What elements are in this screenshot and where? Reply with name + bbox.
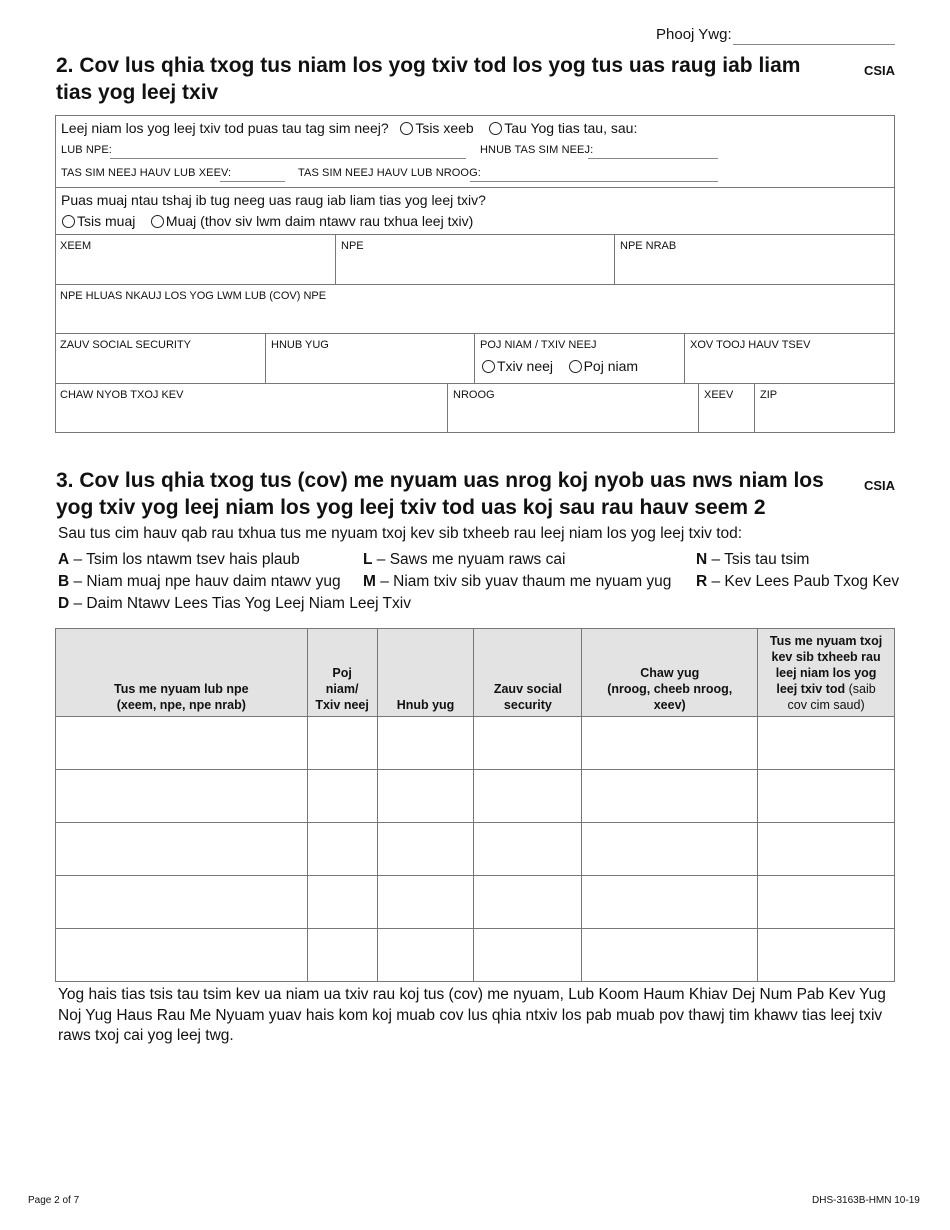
code-r: R – Kev Lees Paub Txog Kev (696, 573, 900, 590)
dob-field[interactable] (265, 333, 475, 383)
col-dob: Hnub yug (377, 629, 474, 717)
sex-options (482, 358, 638, 374)
dob-label: HNUB YUG (271, 339, 329, 351)
section-3-intro: Sau tus cim hauv qab rau txhua tus me nyuam txoj kev sib txheeb rau leej niam los yog leej txiv tod: (58, 525, 743, 542)
middle-name-label: NPE NRAB (620, 240, 677, 252)
table-cell[interactable] (377, 823, 474, 876)
table-cell[interactable] (307, 823, 377, 876)
page-number-field[interactable] (733, 44, 895, 45)
deceased-name-field[interactable] (110, 158, 466, 159)
table-cell[interactable] (582, 770, 758, 823)
sex-label: POJ NIAM / TXIV NEEJ (480, 339, 597, 351)
table-cell[interactable] (307, 770, 377, 823)
table-cell[interactable] (56, 929, 308, 982)
multiple-fathers-yes-label: Muaj (thov siv lwm daim ntawv rau txhua leej txiv) (165, 213, 474, 229)
csia-badge: CSIA (864, 478, 896, 493)
table-row (56, 823, 895, 876)
deceased-no-label: Tsis xeeb (415, 120, 474, 136)
table-cell[interactable] (56, 717, 308, 770)
last-name-label: XEEM (60, 240, 92, 252)
home-phone-label: XOV TOOJ HAUV TSEV (690, 339, 811, 351)
death-city-label: TAS SIM NEEJ HAUV LUB NROOG: (298, 167, 481, 179)
home-phone-field[interactable] (684, 333, 896, 383)
code-b: B – Niam muaj npe hauv daim ntawv yug (58, 573, 341, 590)
table-cell[interactable] (307, 929, 377, 982)
deceased-question (61, 120, 637, 136)
death-city-field[interactable] (470, 181, 718, 182)
ssn-field[interactable] (55, 333, 265, 383)
middle-name-field[interactable] (614, 234, 896, 284)
street-address-field[interactable] (55, 383, 447, 433)
section-2-title-line1: 2. Cov lus qhia txog tus niam los yog txiv tod los yog tus uas raug iab liam (56, 54, 801, 77)
sex-male-radio[interactable] (482, 360, 495, 373)
deceased-yes-radio[interactable] (489, 122, 502, 135)
footer-form-id: DHS-3163B-HMN 10-19 (812, 1195, 920, 1206)
table-cell[interactable] (56, 770, 308, 823)
section-2-title-line2: tias yog leej txiv (56, 81, 219, 104)
date-of-death-label: HNUB TAS SIM NEEJ: (480, 144, 594, 156)
multiple-fathers-yes-radio[interactable] (151, 215, 164, 228)
page-number-label: Phooj Ywg: (656, 26, 732, 43)
sex-female-label: Poj niam (583, 358, 639, 374)
zip-label: ZIP (760, 389, 778, 401)
multiple-fathers-no-label: Tsis muaj (77, 213, 136, 229)
table-cell[interactable] (758, 717, 895, 770)
street-address-label: CHAW NYOB TXOJ KEV (60, 389, 184, 401)
table-cell[interactable] (758, 876, 895, 929)
table-cell[interactable] (377, 770, 474, 823)
multiple-fathers-question: Puas muaj ntau tshaj ib tug neeg uas raug iab liam tias yog leej txiv? (61, 192, 486, 208)
section-3-title (56, 467, 856, 521)
code-n: N – Tsis tau tsim (696, 551, 810, 568)
deceased-question-text: Leej niam los yog leej txiv tod puas tau tag sim neej? (61, 120, 389, 136)
table-cell[interactable] (307, 876, 377, 929)
code-d: D – Daim Ntawv Lees Tias Yog Leej Niam Leej Txiv (58, 595, 411, 612)
code-l: L – Saws me nyuam raws cai (363, 551, 566, 568)
date-of-death-field[interactable] (588, 158, 718, 159)
footer-page-number: Page 2 of 7 (28, 1195, 80, 1206)
deceased-no-radio[interactable] (400, 122, 413, 135)
other-names-field[interactable] (55, 284, 895, 333)
table-cell[interactable] (474, 717, 582, 770)
deceased-yes-label: Tau Yog tias tau, sau: (504, 120, 638, 136)
table-row (56, 929, 895, 982)
table-cell[interactable] (582, 717, 758, 770)
ssn-label: ZAUV SOCIAL SECURITY (60, 339, 192, 351)
sex-field (474, 333, 685, 383)
table-cell[interactable] (582, 929, 758, 982)
multiple-fathers-no-radio[interactable] (62, 215, 75, 228)
table-cell[interactable] (377, 876, 474, 929)
section-3-title-line2: yog txiv yog leej niam los yog leej txiv tod uas koj sau rau hauv seem 2 (56, 496, 766, 519)
col-relationship: Tus me nyuam txoj kev sib txheeb rau leej niam los yog leej txiv tod (saib cov cim saud) (758, 629, 895, 717)
name-label: LUB NPE: (61, 144, 112, 156)
table-row (56, 770, 895, 823)
table-cell[interactable] (582, 876, 758, 929)
divider (55, 187, 895, 188)
table-cell[interactable] (758, 929, 895, 982)
paternity-footnote: Yog hais tias tsis tau tsim kev ua niam ua txiv rau koj tus (cov) me nyuam, Lub Koom Haum Khiav Dej Num Pab Kev Yug Noj Yug Haus Rau Me Nyuam yuav hais kom koj muab cov lus qhia ntxiv los pab muab pov thawj tim khawv tias leej txiv raws txoj cai yog leej twg. (58, 986, 886, 1044)
table-cell[interactable] (474, 876, 582, 929)
multiple-fathers-options (62, 213, 473, 229)
table-cell[interactable] (474, 770, 582, 823)
col-child-name: Tus me nyuam lub npe (xeem, npe, npe nrab) (56, 629, 308, 717)
col-ssn: Zauv social security (474, 629, 582, 717)
table-row (56, 717, 895, 770)
table-row (56, 876, 895, 929)
children-table (55, 628, 895, 982)
table-cell[interactable] (56, 876, 308, 929)
state-field[interactable] (698, 383, 755, 433)
table-cell[interactable] (377, 717, 474, 770)
table-cell[interactable] (474, 929, 582, 982)
section-2-title (56, 52, 846, 106)
table-cell[interactable] (474, 823, 582, 876)
first-name-field[interactable] (335, 234, 615, 284)
code-m: M – Niam txiv sib yuav thaum me nyuam yug (363, 573, 672, 590)
csia-badge: CSIA (864, 63, 896, 78)
col-birthplace: Chaw yug (nroog, cheeb nroog, xeev) (582, 629, 758, 717)
city-field[interactable] (447, 383, 699, 433)
table-cell[interactable] (307, 717, 377, 770)
death-state-field[interactable] (220, 181, 285, 182)
table-cell[interactable] (758, 823, 895, 876)
table-cell[interactable] (582, 823, 758, 876)
code-a: A – Tsim los ntawm tsev hais plaub (58, 551, 300, 568)
table-cell[interactable] (758, 770, 895, 823)
zip-field[interactable] (754, 383, 896, 433)
last-name-field[interactable] (55, 234, 335, 284)
death-state-label: TAS SIM NEEJ HAUV LUB XEEV: (61, 167, 232, 179)
other-names-label: NPE HLUAS NKAUJ LOS YOG LWM LUB (COV) NPE (60, 290, 327, 302)
state-label: XEEV (704, 389, 734, 401)
sex-male-label: Txiv neej (497, 358, 554, 374)
table-cell[interactable] (56, 823, 308, 876)
section-3-title-line1: 3. Cov lus qhia txog tus (cov) me nyuam uas nrog koj nyob uas nws niam los (56, 469, 824, 492)
col-sex: Poj niam/ Txiv neej (307, 629, 377, 717)
sex-female-radio[interactable] (569, 360, 582, 373)
first-name-label: NPE (341, 240, 364, 252)
city-label: NROOG (453, 389, 495, 401)
table-cell[interactable] (377, 929, 474, 982)
